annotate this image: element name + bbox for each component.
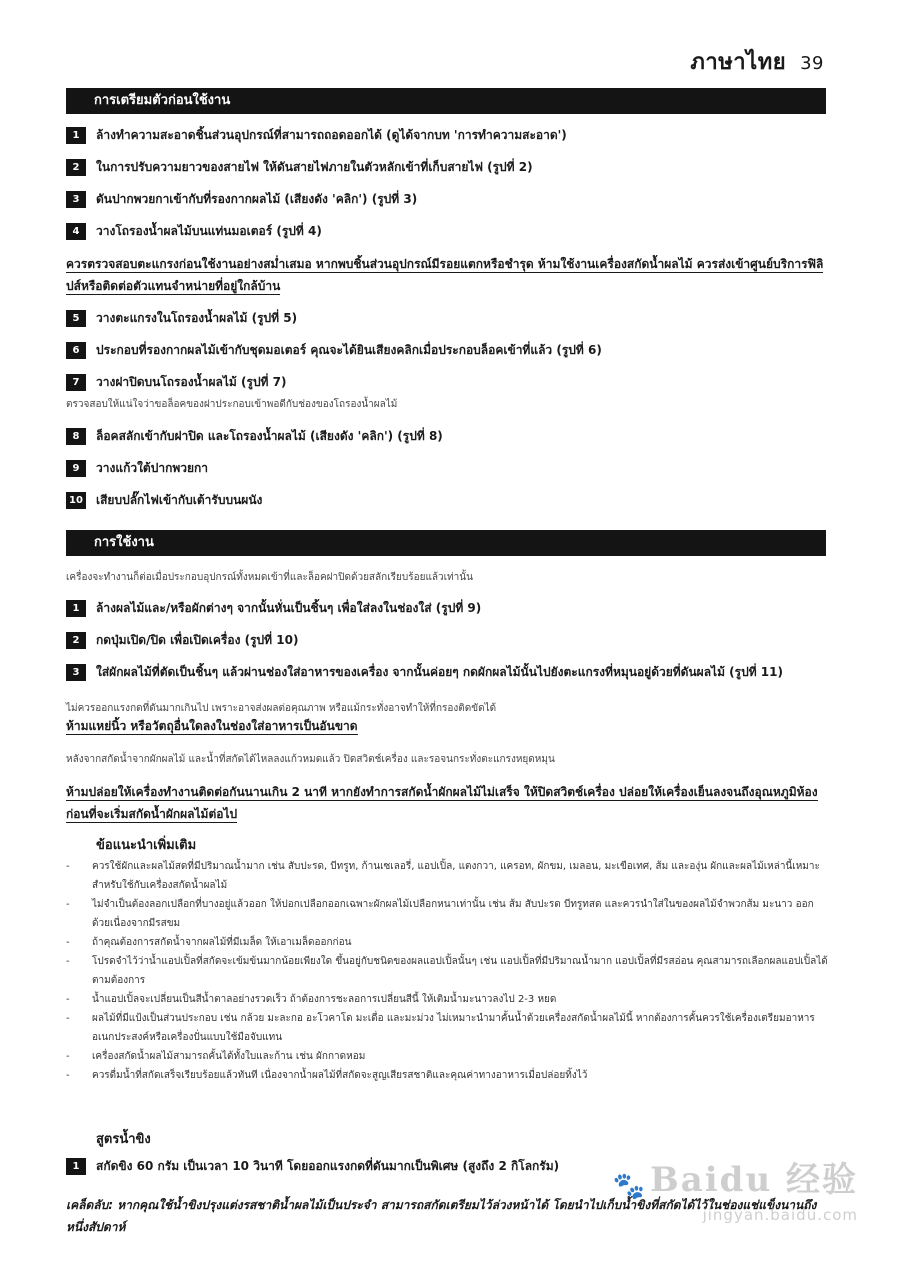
step-text: เสียบปลั๊กไฟเข้ากับเต้ารับบนผนัง [96,493,263,507]
step-text: ล้างทำความสะอาดชิ้นส่วนอุปกรณ์ที่สามารถถอดออกได้ (ดูได้จากบท 'การทำความสะอาด') [96,128,567,142]
step-number: 4 [66,223,86,240]
page-header [690,44,824,79]
step-number: 1 [66,127,86,144]
prep-warning-text: ควรตรวจสอบตะแกรงก่อนใช้งานอย่างสม่ำเสมอ หากพบชิ้นส่วนอุปกรณ์มีรอยแตกหรือชำรุด ห้ามใช้งานเครื่องสกัดน้ำผลไม้ ควรส่งเข้าศูนย์บริการฟิลิปส์หรือติดต่อตัวแทนจำหน่ายที่อยู่ใกล้บ้าน [66,257,824,293]
step-text: วางฝาปิดบนโถรองน้ำผลไม้ (รูปที่ 7) [96,375,287,389]
step-number: 1 [66,1158,86,1175]
language-title: ภาษาไทย [690,50,787,75]
prep-step-1 [66,126,826,144]
use-intro: เครื่องจะทำงานก็ต่อเมื่อประกอบอุปกรณ์ทั้งหมดเข้าที่และล็อคฝาปิดด้วยสลักเรียบร้อยแล้วเท่านั้น [66,572,473,583]
prep-step-2 [66,158,826,176]
step7-note: ตรวจสอบให้แน่ใจว่าขอล็อคของฝาประกอบเข้าพอดีกับช่องของโถรองน้ำผลไม้ [66,399,398,410]
prep-step-7 [66,373,826,391]
prep-step-4 [66,222,826,240]
tip-item: - ผลไม้ที่มีแป้งเป็นส่วนประกอบ เช่น กล้วย มะละกอ อะโวคาโด มะเดื่อ และมะม่วง ไม่เหมาะนำมาคั้นน้ำด้วยเครื่องสกัดน้ำผลไม้นี้ หากต้องการคั้นควรใช้เครื่องเตรียมอาหารอเนกประสงค์หรือเครื่องปั่นแบบใช้มือจับแทน [66,1009,828,1047]
step-text: สกัดขิง 60 กรัม เป็นเวลา 10 วินาที โดยออกแรงกดที่ดันมากเป็นพิเศษ (สูงถึง 2 กิโลกรัม) [96,1159,560,1173]
tip-item: - ควรใช้ผักและผลไม้สดที่มีปริมาณน้ำมาก เช่น สับปะรด, บีทรูท, ก้านเซเลอรี่, แอปเปิ้ล, แตงกวา, แครอท, ผักขม, เมลอน, มะเขือเทศ, ส้ม และองุ่น ผักและผลไม้เหล่านี้เหมาะสำหรับใช้กับเครื่องสกัดน้ำผลไม้ [66,857,828,895]
warning-time [66,781,828,825]
step-number: 2 [66,632,86,649]
use-step3-note: ไม่ควรออกแรงกดที่ดันมากเกินไป เพราะอาจส่งผลต่อคุณภาพ หรือแม้กระทั่งอาจทำให้ที่กรองติดขัดได้ [66,703,497,714]
paw-icon: 🐾 [612,1171,645,1202]
warning-fingers-text: ห้ามแหย่นิ้ว หรือวัตถุอื่นใดลงในช่องใส่อาหารเป็นอันขาด [66,719,358,733]
step-number: 2 [66,159,86,176]
use-step-3 [66,663,826,681]
tip-item: - น้ำแอปเปิ้ลจะเปลี่ยนเป็นสีน้ำตาลอย่างรวดเร็ว ถ้าต้องการชะลอการเปลี่ยนสีนี้ ให้เติมน้ำมะนาวลงไป 2-3 หยด [66,990,828,1009]
step-number: 3 [66,191,86,208]
step-number: 9 [66,460,86,477]
section-heading-use: การใช้งาน [66,530,826,556]
watermark-brand: Baidu 经验 [649,1160,858,1200]
tip-item: - ไม่จำเป็นต้องลอกเปลือกที่บางอยู่แล้วออก ให้ปอกเปลือกออกเฉพาะผักผลไม้เปลือกหนาเท่านั้น เช่น ส้ม สับปะรด บีทรูทสด และควรนำใส่ในของผลไม้จำพวกส้ม มะนาว ออกด้วยเนื่องจากมีรสขม [66,895,828,933]
prep-warning [66,253,828,297]
page-number: 39 [800,53,824,74]
warning-time-text: ห้ามปล่อยให้เครื่องทำงานติดต่อกันนานเกิน 2 นาที หากยังทำการสกัดน้ำผักผลไม้ไม่เสร็จ ให้ปิดสวิตช์เครื่อง ปล่อยให้เครื่องเย็นลงจนถึงอุณหภูมิห้องก่อนที่จะเริ่มสกัดน้ำผักผลไม้ต่อไป [66,785,818,821]
step-text: ล้างผลไม้และ/หรือผักต่างๆ จากนั้นหั่นเป็นชิ้นๆ เพื่อใส่ลงในช่องใส่ (รูปที่ 9) [96,601,482,615]
step-number: 1 [66,600,86,617]
watermark [613,1152,858,1224]
step-number: 8 [66,428,86,445]
step-number: 10 [66,492,86,509]
tip-item: - โปรดจำไว้ว่าน้ำแอปเปิ้ลที่สกัดจะเข้มข้นมากน้อยเพียงใด ขึ้นอยู่กับชนิดของผลแอปเปิ้ลนั้นๆ เช่น แอปเปิ้ลที่มีปริมาณน้ำมาก แอปเปิ้ลที่มีรสอ่อน คุณสามารถเลือกผลแอปเปิ้ลได้ตามต้องการ [66,952,828,990]
prep-step-10 [66,491,826,509]
prep-step-5 [66,309,826,327]
tips-list [66,857,828,1085]
step-text: วางตะแกรงในโถรองน้ำผลไม้ (รูปที่ 5) [96,311,298,325]
watermark-url: jingyan.baidu.com [702,1205,858,1224]
section-heading-prepare: การเตรียมตัวก่อนใช้งาน [66,88,826,114]
prep-step-9 [66,459,826,477]
ginger-tip: เคล็ดลับ: หากคุณใช้น้ำขิงปรุงแต่งรสชาติน้ำผลไม้เป็นประจำ สามารถสกัดเตรียมไว้ล่วงหน้าได้ โดยนำไปเก็บน้ำขิงที่สกัดได้ไว้ในช่องแช่แข็งนานถึงหนึ่งสัปดาห์ [66,1198,817,1234]
tip-item: - ถ้าคุณต้องการสกัดน้ำจากผลไม้ที่มีเมล็ด ให้เอาเมล็ดออกก่อน [66,933,828,952]
tip-item: - ควรดื่มน้ำที่สกัดเสร็จเรียบร้อยแล้วทันที เนื่องจากน้ำผลไม้ที่สกัดจะสูญเสียรสชาติและคุณค่าทางอาหารเมื่อปล่อยทิ้งไว้ [66,1066,828,1085]
tip-item: - เครื่องสกัดน้ำผลไม้สามารถคั้นได้ทั้งใบและก้าน เช่น ผักกาดหอม [66,1047,828,1066]
prep-step-8 [66,427,826,445]
step-text: ล็อคสลักเข้ากับฝาปิด และโถรองน้ำผลไม้ (เสียงดัง 'คลิก') (รูปที่ 8) [96,429,443,443]
warning-fingers [66,715,828,737]
step-text: ดันปากพวยกาเข้ากับที่รองกากผลไม้ (เสียงดัง 'คลิก') (รูปที่ 3) [96,192,418,206]
step-number: 6 [66,342,86,359]
prep-step-6 [66,341,826,359]
ginger-heading: สูตรน้ำขิง [96,1132,151,1147]
step-text: วางโถรองน้ำผลไม้บนแท่นมอเตอร์ (รูปที่ 4) [96,224,322,238]
step-text: กดปุ่มเปิด/ปิด เพื่อเปิดเครื่อง (รูปที่ 10) [96,633,299,647]
step-text: วางแก้วใต้ปากพวยกา [96,461,209,475]
step-number: 7 [66,374,86,391]
prep-step-3 [66,190,826,208]
use-step-1 [66,599,826,617]
step-number: 5 [66,310,86,327]
after-note: หลังจากสกัดน้ำจากผักผลไม้ และน้ำที่สกัดได้ไหลลงแก้วหมดแล้ว ปิดสวิตช์เครื่อง และรอจนกระทั่งตะแกรงหยุดหมุน [66,754,555,765]
step-number: 3 [66,664,86,681]
step-text: ในการปรับความยาวของสายไฟ ให้ดันสายไฟภายในตัวหลักเข้าที่เก็บสายไฟ (รูปที่ 2) [96,160,533,174]
step-text: ใส่ผักผลไม้ที่ตัดเป็นชิ้นๆ แล้วผ่านช่องใส่อาหารของเครื่อง จากนั้นค่อยๆ กดผักผลไม้นั้นไปยังตะแกรงที่หมุนอยู่ด้วยที่ดันผลไม้ (รูปที่ 11) [96,665,783,679]
step-text: ประกอบที่รองกากผลไม้เข้ากับชุดมอเตอร์ คุณจะได้ยินเสียงคลิกเมื่อประกอบล็อคเข้าที่แล้ว (รูปที่ 6) [96,343,602,357]
use-step-2 [66,631,826,649]
tips-heading: ข้อแนะนำเพิ่มเติม [96,838,197,853]
